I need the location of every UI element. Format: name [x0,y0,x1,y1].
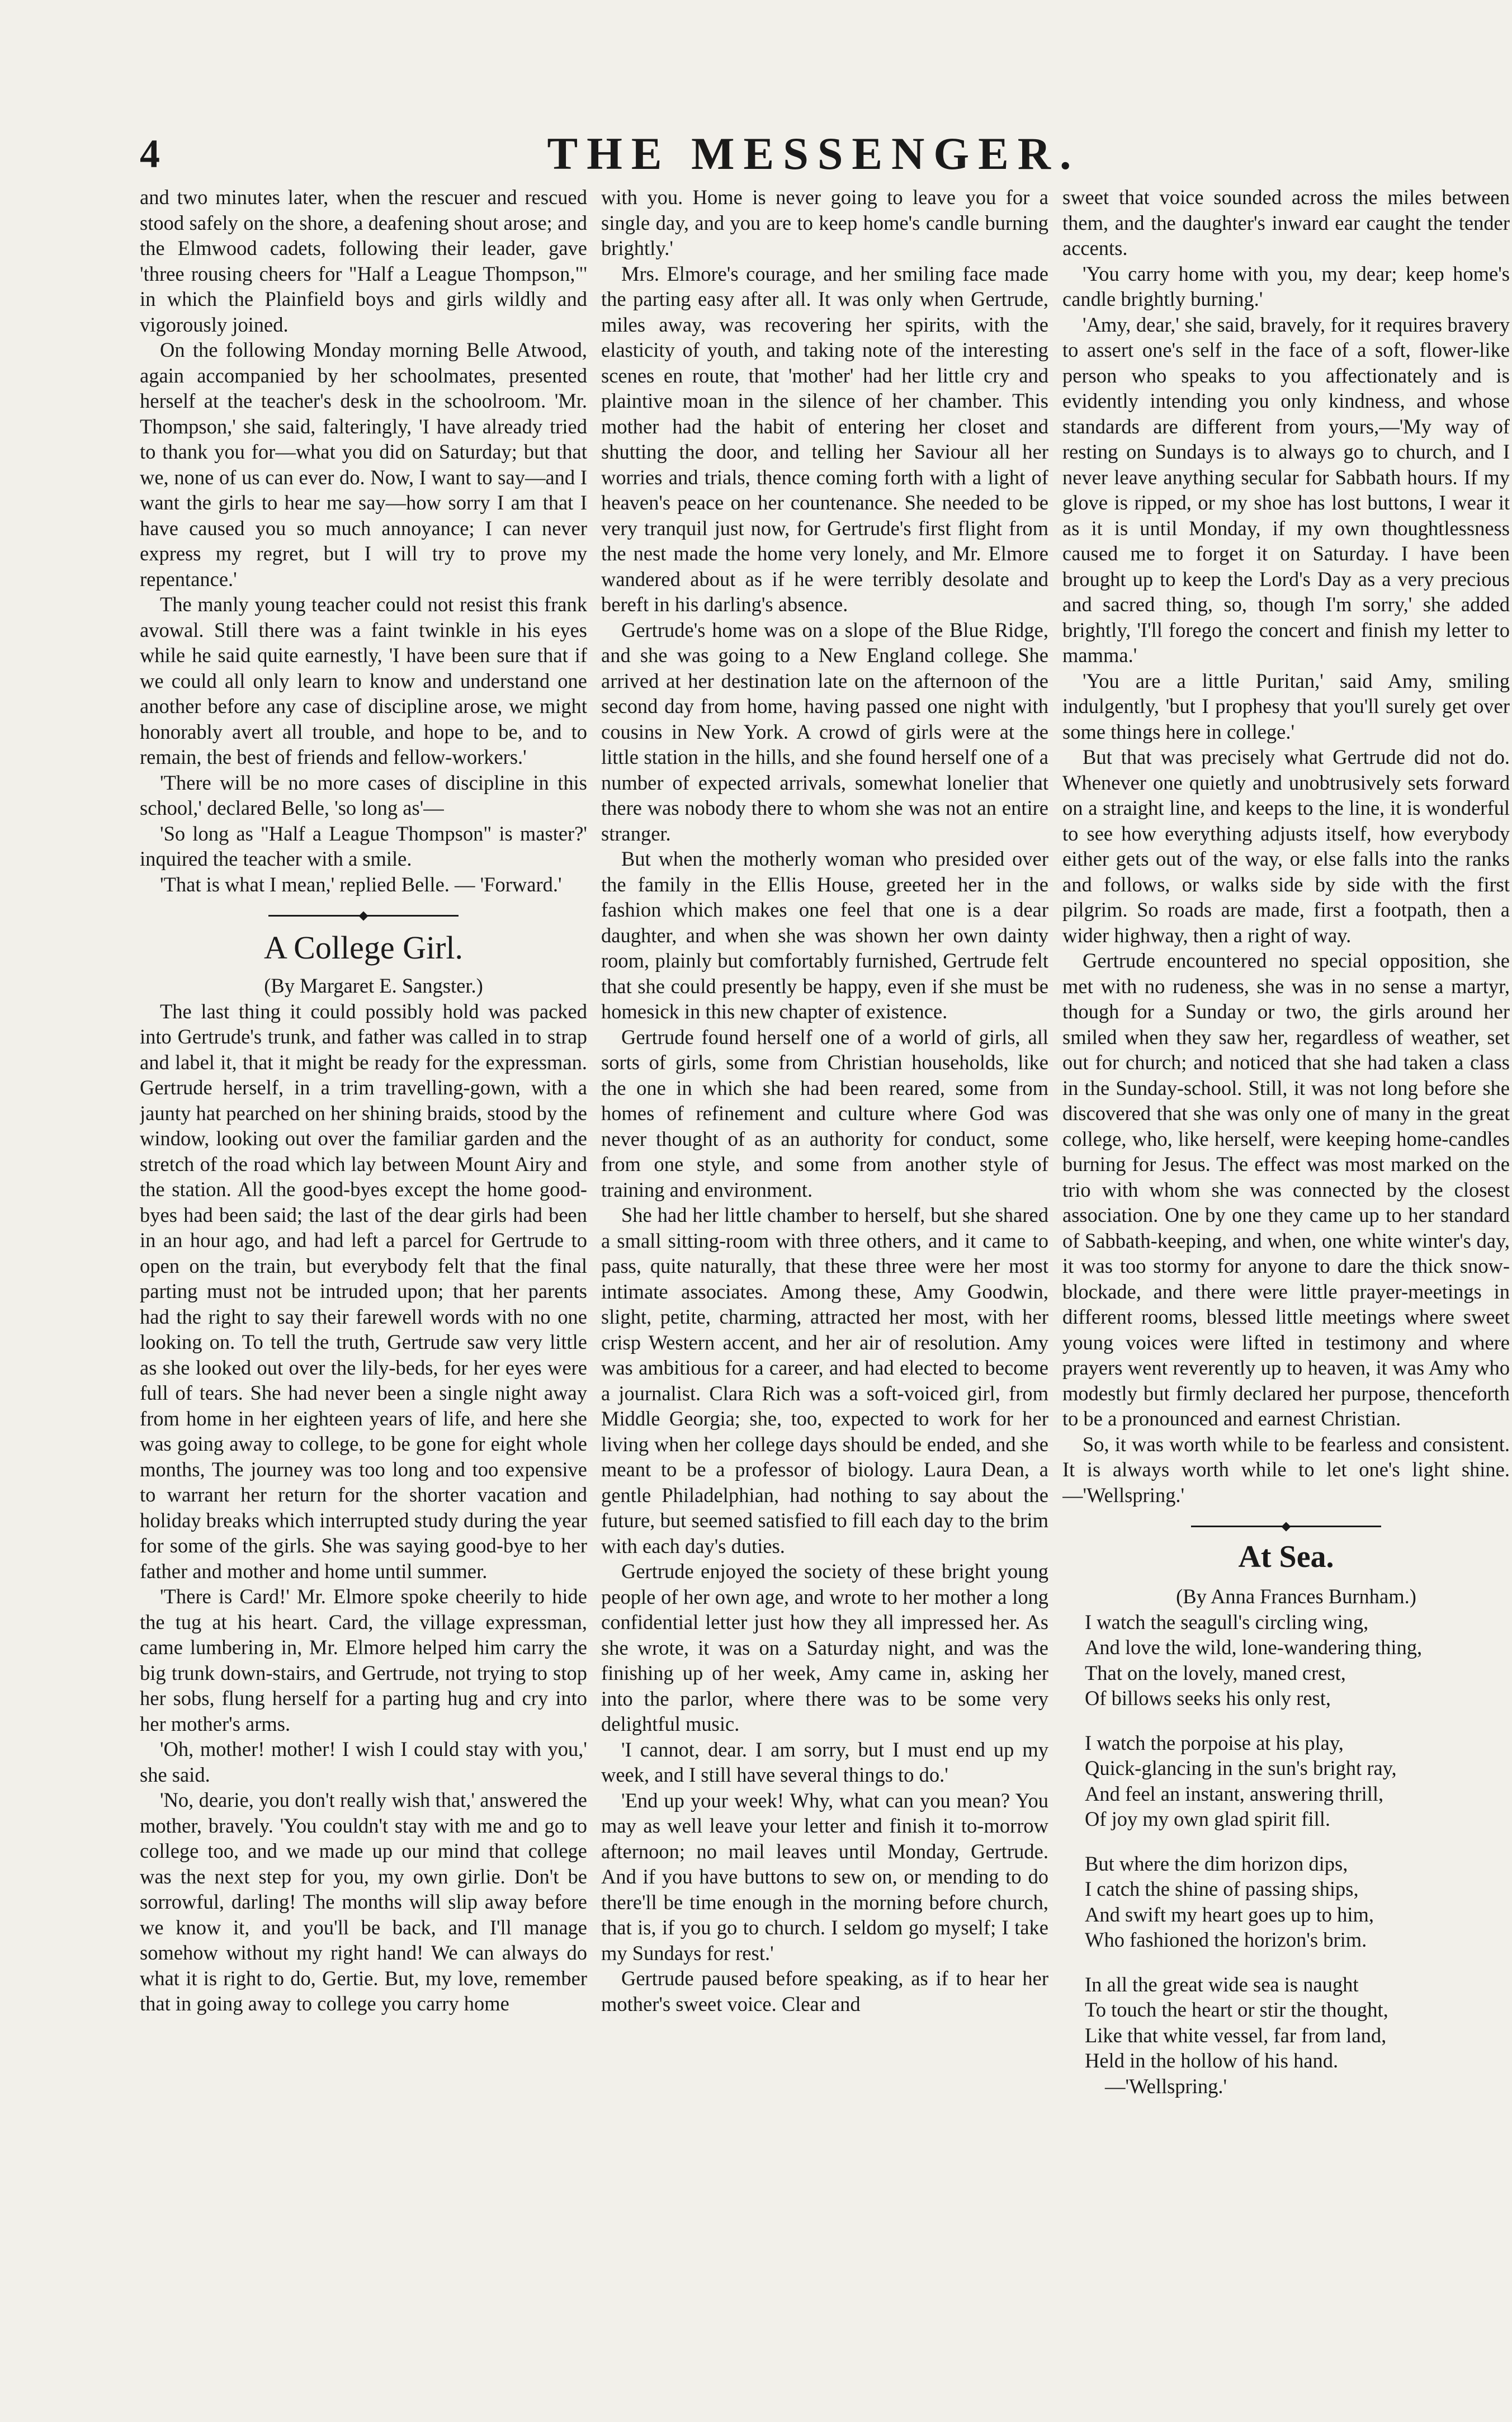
poem-line: Like that white vessel, far from land, [1085,2023,1387,2047]
page-number: 4 [140,131,160,176]
masthead [140,120,1392,187]
section-divider [268,913,459,918]
paragraph: 'That is what I mean,' replied Belle. — 'Forward.' [160,872,562,896]
paragraph: 'Amy, dear,' she said, bravely, for it requires bravery to assert one's self in the face of a soft, flower-like person who speaks to you affectionately and is evidently intending you only kindness, and whose standards are different from yours,—'My way of resting on Sundays is to always go to church, and I never leave anything secular for Sabbath hours. If my glove is ripped, or my shoe has lost buttons, I wear it as it is until Monday, if my own thoughtlessness caused me to forget it on Saturday. I have been brought up to keep the Lord's Day as a very precious and sacred thing, so, though I'm sorry,' she added brightly, 'I'll forego the concert and finish my letter to mamma.' [1062,313,1510,667]
paragraph: and two minutes later, when the rescuer and rescued stood safely on the shore, a deafening shout arose; and the Elmwood cadets, following their leader, gave 'three rousing cheers for "Half a League Thompson,"' in which the Plainfield boys and girls wildly and vigorously joined. [140,186,587,336]
poem-line: In all the great wide sea is naught [1085,1972,1359,1996]
paragraph: Gertrude found herself one of a world of girls, all sorts of girls, some from Christian households, like the one in which she had been reared, some from homes of refinement and culture where God was never thought of as an authority for conduct, some from one style, and some from another style of training and environment. [601,1025,1048,1201]
poem-stanza [1085,1972,1510,2099]
paragraph: She had her little chamber to herself, but she shared a small sitting-room with three others, and it came to pass, quite naturally, that these three were her most intimate associates. Among these, Amy Goodwin, slight, petite, charming, attracted her most, with her crisp Western accent, and her air of resolution. Amy was ambitious for a career, and had elected to become a journalist. Clara Rich was a soft-voiced girl, from Middle Georgia; she, too, expected to work for her living when her college days should be ended, and she meant to be a professor of biology. Laura Dean, a gentle Philadelphian, had nothing to say about the future, but seemed satisfied to fill each day to the brim with each day's duties. [601,1203,1048,1557]
poem-line: And feel an instant, answering thrill, [1085,1782,1384,1805]
paragraph: 'I cannot, dear. I am sorry, but I must end up my week, and I still have several things to do.' [601,1738,1048,1786]
paper-title: THE MESSENGER. [547,128,1080,179]
paragraph: 'You are a little Puritan,' said Amy, smiling indulgently, 'but I prophesy that you'll surely get over some things here in college.' [1062,669,1510,743]
poem-byline: (By Anna Frances Burnham.) [1176,1585,1416,1608]
poem-title: At Sea. [1238,1540,1334,1574]
poem-line: And love the wild, lone-wandering thing, [1085,1636,1423,1659]
poem-line: Who fashioned the horizon's brim. [1085,1928,1367,1951]
article-byline: (By Margaret E. Sangster.) [264,974,483,997]
paragraph: 'You carry home with you, my dear; keep home's candle brightly burning.' [1062,262,1510,310]
paragraph: Gertrude enjoyed the society of these bright young people of her own age, and wrote to her mother a long confidential letter just how they all impressed her. As she wrote, it was on a Saturday night, and was the finishing up of her week, Amy came in, asking her into the parlor, where there was to be some very delightful music. [601,1560,1048,1735]
poem-stanza [1085,1730,1510,1832]
poem-line: Held in the hollow of his hand. [1085,2049,1339,2072]
paragraph: sweet that voice sounded across the miles between them, and the daughter's inward ear caught the tender accents. [1062,186,1510,259]
poem-line: To touch the heart or stir the thought, [1085,1998,1388,2021]
paragraph: The last thing it could possibly hold was packed into Gertrude's trunk, and father was called in to strap and label it, that it might be ready for the expressman. Gertrude herself, in a trim travelling-gown, with a jaunty hat pearched on her shining braids, stood by the window, looking out over the familiar garden and the stretch of the road which lay between Mount Airy and the station. All the good-byes except the home good-byes had been said; the last of the dear girls had been in an hour ago, and had left a parcel for Gertrude to open on the train, but everybody felt that the final parting must not be intruded upon; that her parents had the right to say their farewell words with no one looking on. To tell the truth, Gertrude saw very little as she looked out over the lily-beds, for her eyes were full of tears. She had never been a single night away from home in her eighteen years of life, and here she was going away to college, to be gone for eight whole months, The journey was too long and too expensive to warrant her return for the shorter vacation and holiday breaks which interrupted study during the year for some of the girls. She was saying good-bye to her father and mother and home until summer. [140,999,587,1583]
paragraph: Gertrude paused before speaking, as if to hear her mother's sweet voice. Clear and [601,1967,1048,2015]
paragraph: 'No, dearie, you don't really wish that,' answered the mother, bravely. 'You couldn't stay with me and go to college too, and we made up our mind that college was the next step for you, my own girlie. Don't be sorrowful, darling! The months will slip away before we know it, and you'll be back, and I'll manage somehow without my right hand! We can always do what it is right to do, Gertie. But, my love, remember that in going away to college you carry home [140,1788,587,2015]
paragraph: Mrs. Elmore's courage, and her smiling face made the parting easy after all. It was only when Gertrude, miles away, was recovering her spirits, with the elasticity of youth, and taking note of the interesting scenes en route, that 'mother' had her little cry and plaintive moan in the silence of her chamber. This mother had the habit of entering her closet and shutting the door, and telling her Saviour all her worries and trials, thence coming forth with a light of heaven's peace on her countenance. She needed to be very tranquil just now, for Gertrude's first flight from the nest made the home very lonely, and Mr. Elmore wandered about as if he were terribly desolate and bereft in his darling's absence. [601,262,1048,616]
paragraph: 'End up your week! Why, what can you mean? You may as well leave your letter and finish it to-morrow afternoon; no mail leaves until Monday, Gertrude. And if you have buttons to sew on, or mending to do there'll be time enough in the morning before church, that is, if you go to church. I seldom go myself; I take my Sundays for rest.' [601,1788,1048,1965]
poem-line: I watch the seagull's circling wing, [1085,1610,1369,1633]
paragraph: So, it was worth while to be fearless and consistent. It is always worth while to let one's light shine.—'Wellspring.' [1062,1432,1510,1507]
poem-line: I watch the porpoise at his play, [1085,1731,1344,1754]
poem-line: Of joy my own glad spirit fill. [1085,1807,1330,1830]
poem-line: I catch the shine of passing ships, [1085,1877,1359,1900]
paragraph: Gertrude's home was on a slope of the Blue Ridge, and she was going to a New England college. She arrived at her destination late on the afternoon of the second day from home, having passed one night with cousins in New York. A crowd of girls were at the little station in the hills, and she found herself one of a number of expected arrivals, somewhat lonelier that there was nobody there to whom she was not an entire stranger. [601,618,1048,845]
section-divider [1191,1523,1381,1529]
paragraph: Gertrude encountered no special opposition, she met with no rudeness, she was in no sense a martyr, though for a Sunday or two, the girls around her smiled when they saw her, regardless of weather, set out for church; and noticed that she had taken a class in the Sunday-school. Still, it was not long before she discovered that she was only one of many in the great college, who, like herself, were keeping home-candles burning for Jesus. The effect was most marked on the trio with whom she was connected by the closest association. One by one they came up to her standard of Sabbath-keeping, and when, one white winter's day, it was too stormy for anyone to dare the thick snow-blockade, and there were little prayer-meetings in different rooms, blessed little meetings where sweet young voices were lifted in testimony and where prayers went reverently up to heaven, it was Amy who modestly but firmly declared her purpose, thenceforth to be a pronounced and earnest Christian. [1062,949,1510,1430]
poem-stanza [1085,1851,1510,1953]
column-3 [1062,185,1510,2349]
poem-line: That on the lovely, maned crest, [1085,1661,1346,1684]
poem-source: —'Wellspring.' [1105,2074,1227,2098]
poem-line: Quick-glancing in the sun's bright ray, [1085,1757,1397,1779]
column-2 [601,185,1048,2349]
paragraph: 'There is Card!' Mr. Elmore spoke cheerily to hide the tug at his heart. Card, the village expressman, came lumbering in, Mr. Elmore helped him carry the big trunk down-stairs, and Gertrude, not trying to stop her sobs, flung herself for a parting hug and cry into her mother's arms. [140,1585,587,1735]
poem-stanza [1085,1609,1510,1711]
poem-line: But where the dim horizon dips, [1085,1852,1348,1875]
paragraph: 'There will be no more cases of discipline in this school,' declared Belle, 'so long as'— [140,771,587,819]
paragraph: On the following Monday morning Belle Atwood, again accompanied by her schoolmates, presented herself at the teacher's desk in the schoolroom. 'Mr. Thompson,' she said, falteringly, 'I have already tried to thank you for—what you did on Saturday; but that we, none of us can ever do. Now, I want to say—and I want the girls to hear me say—how sorry I am that I have caused you so much annoyance; I can never express my regret, but I will try to prove my repentance.' [140,338,587,591]
article-title: A College Girl. [263,929,463,966]
paragraph: The manly young teacher could not resist this frank avowal. Still there was a faint twinkle in his eyes while he said quite earnestly, 'I have been sure that if we could all only learn to know and understand one another before any case of discipline arose, we might honorably avert all trouble, and hope to be, and to remain, the best of friends and fellow-workers.' [140,593,587,768]
paragraph: But when the motherly woman who presided over the family in the Ellis House, greeted her in the fashion which makes one feel that one is a dear daughter, and when she was shown her own dainty room, plainly but comfortably furnished, Gertrude felt that she could presently be happy, even if she must be homesick in this new chapter of existence. [601,847,1048,1023]
paragraph: 'Oh, mother! mother! I wish I could stay with you,' she said. [140,1738,587,1786]
column-1 [140,185,587,2349]
paragraph: 'So long as "Half a League Thompson" is master?' inquired the teacher with a smile. [140,822,587,870]
poem-line: Of billows seeks his only rest, [1085,1687,1331,1710]
poem-line: And swift my heart goes up to him, [1085,1902,1374,1926]
paragraph: with you. Home is never going to leave you for a single day, and you are to keep home's candle burning brightly.' [601,186,1048,259]
paragraph: But that was precisely what Gertrude did not do. Whenever one quietly and unobtrusively sets forward on a straight line, and keeps to the line, it is wonderful to see how everything adjusts itself, how everybody either gets out of the way, or else falls into the ranks and follows, or walks side by side with the first pilgrim. So roads are made, first a footpath, then a wider highway, then a right of way. [1062,745,1510,947]
